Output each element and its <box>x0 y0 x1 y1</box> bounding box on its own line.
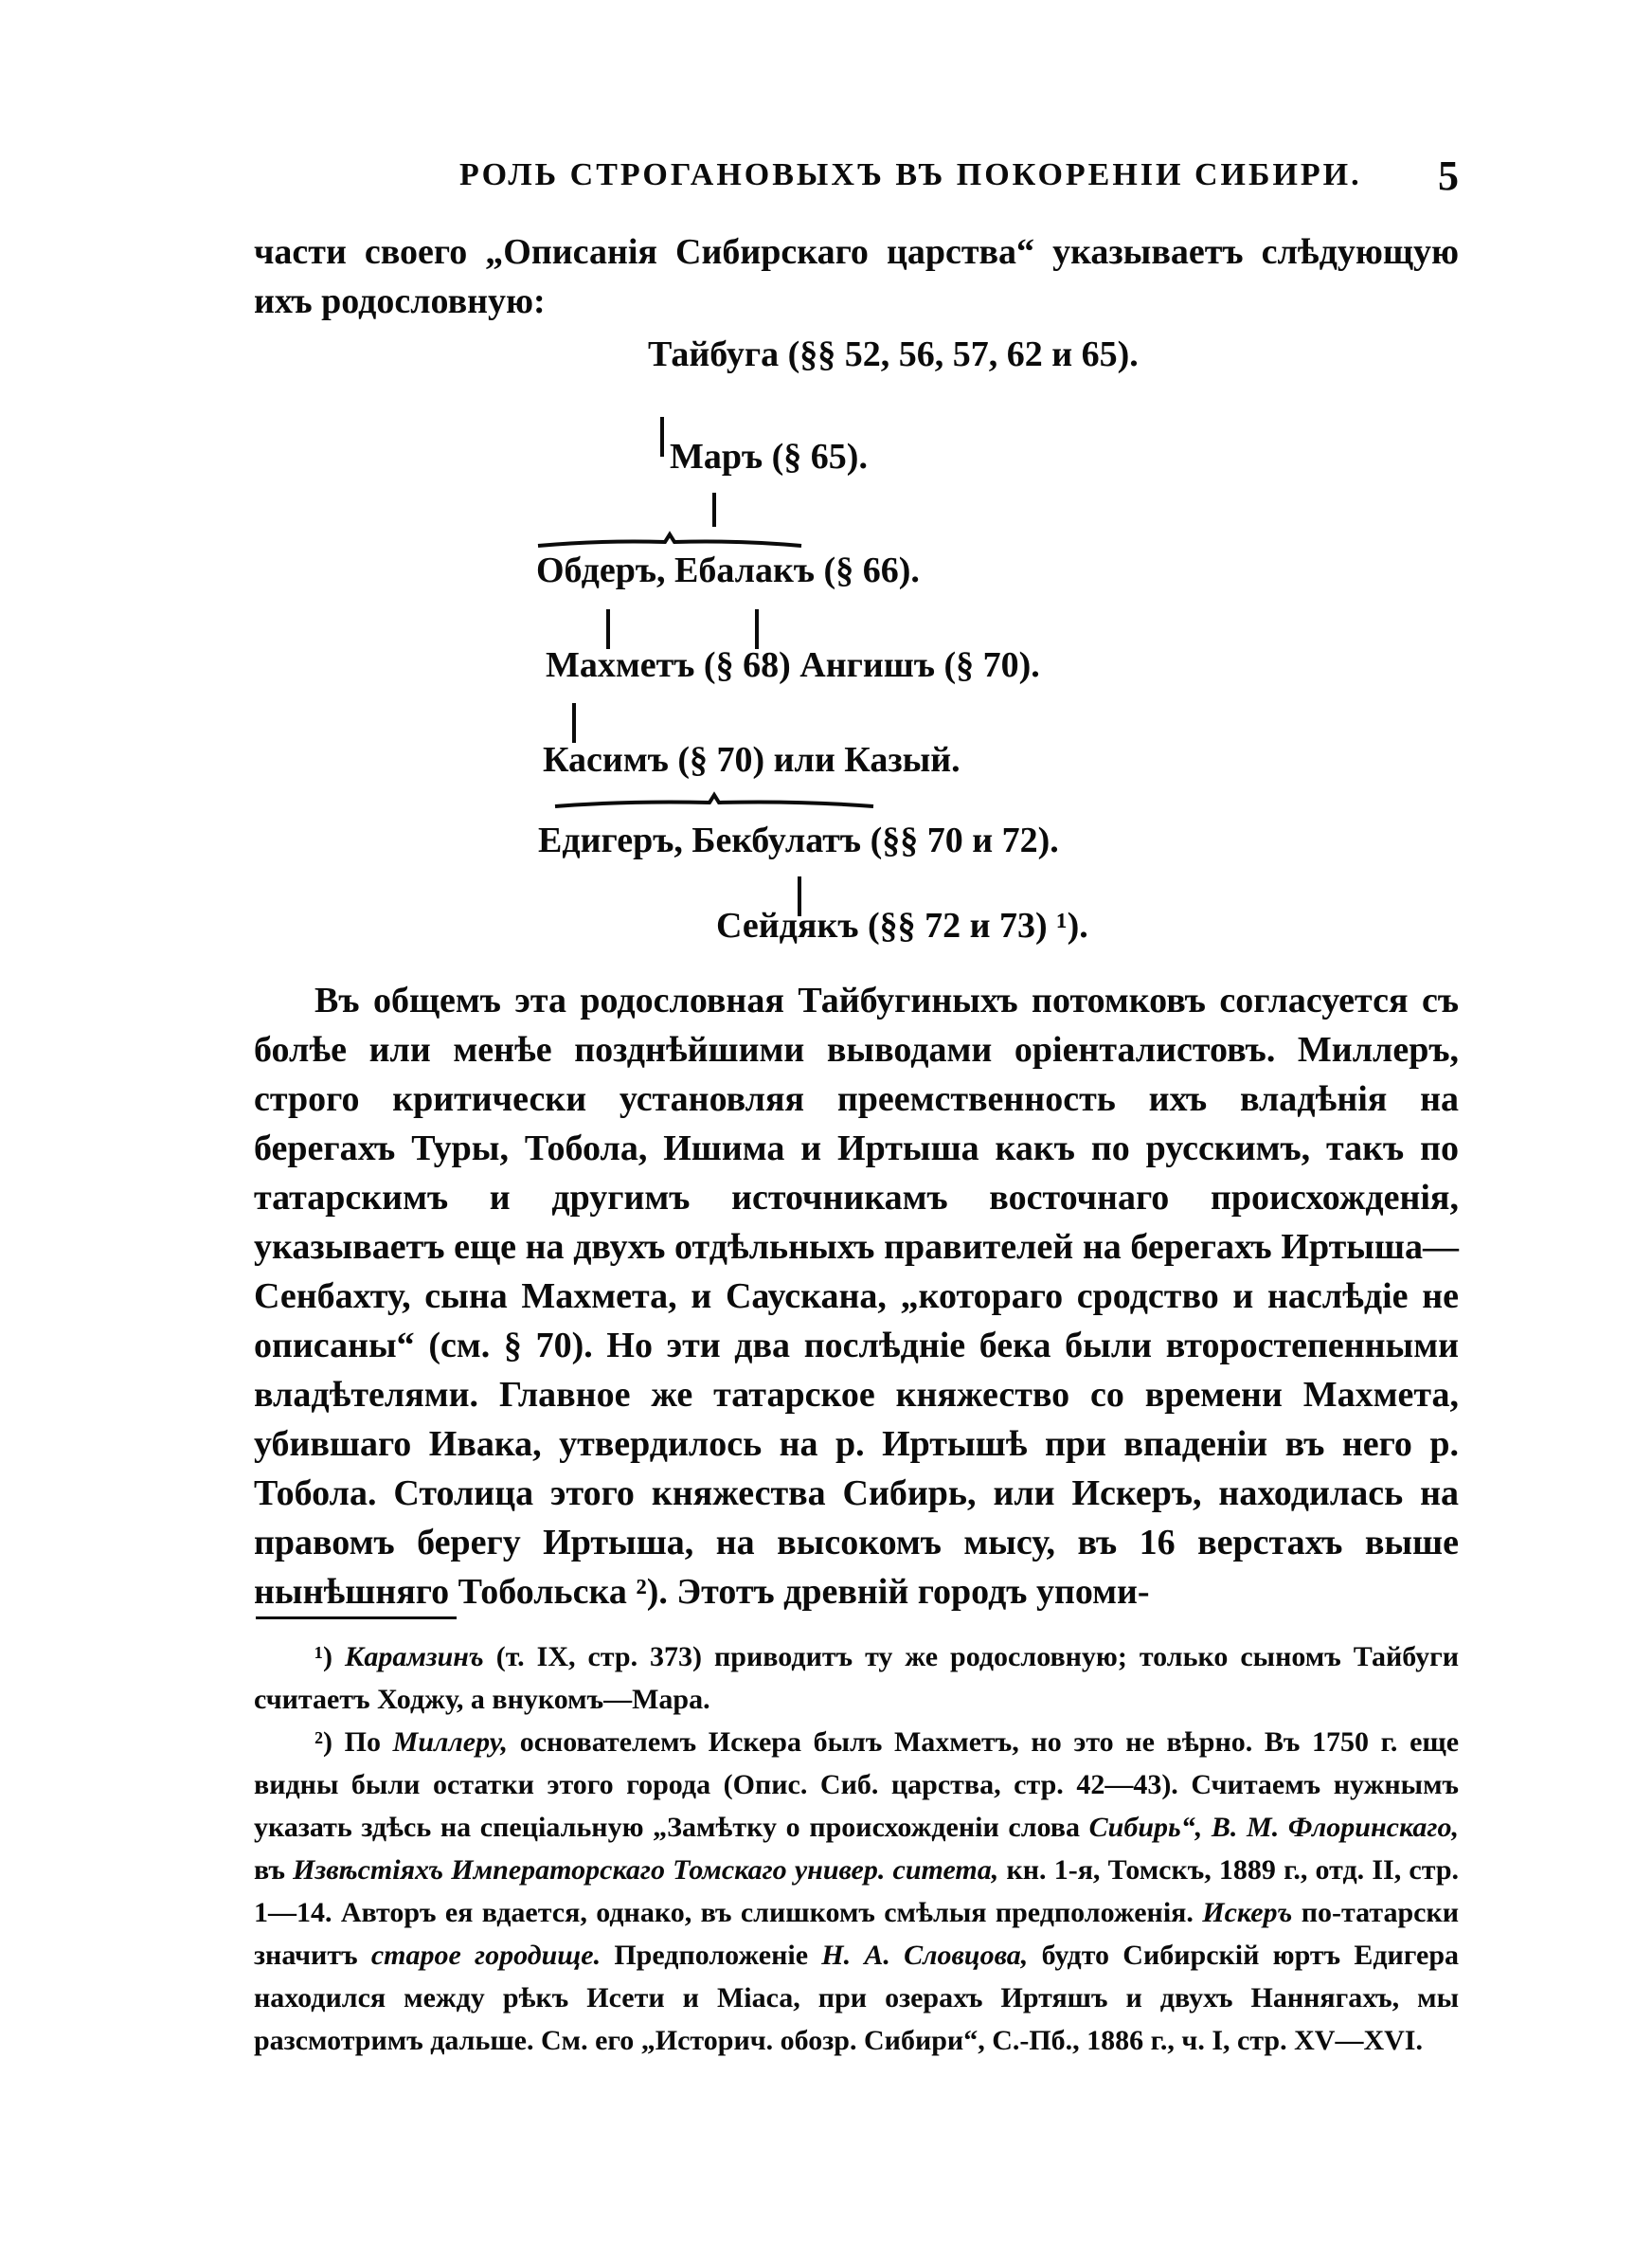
connector-mar-brace <box>712 493 716 527</box>
footnote-1-marker: ¹) <box>314 1641 332 1672</box>
footnote-2-italic-4: старое городище. <box>370 1940 602 1971</box>
intro-text: части своего „Описанія Сибирскаго царства“ указываетъ слѣдующую ихъ родословную: <box>254 232 1459 321</box>
footnote-2-part-1: По <box>344 1726 381 1758</box>
footnote-2 <box>254 1721 1459 2062</box>
page-number: 5 <box>1438 153 1459 199</box>
footnote-2-part-2: основателемъ Искера былъ Махметъ, но это не вѣрно. Въ 1750 г. еще видны были остатки этого города (Опис. Сиб. царства, стр. 42—43). Считаемъ нужнымъ указать здѣсь на спеціальную „Замѣтку о происхожденіи слова <box>254 1726 1460 1843</box>
connector-taibuga-mar <box>660 417 664 457</box>
node-seidyak: Сейдякъ (§§ 72 и 73) ¹). <box>716 906 1088 946</box>
footnote-2-italic-3: Искеръ <box>1202 1897 1293 1928</box>
connector-makhmet-kasim <box>572 703 576 743</box>
footnote-2-author: Миллеру, <box>392 1726 509 1758</box>
footnote-2-part-3: въ <box>254 1854 285 1886</box>
node-obder-ebalak: Обдеръ, Ебалакъ (§ 66). <box>536 551 920 590</box>
footnote-2-part-4: кн. 1-я, Томскъ, 1889 г., отд. II, стр. 1—14. Авторъ ея вдается, однако, въ слишкомъ смѣлыя предположенія. <box>254 1854 1460 1928</box>
node-taibuga: Тайбуга (§§ 52, 56, 57, 62 и 65). <box>648 334 1139 374</box>
node-ediger-bekbulat: Едигеръ, Бекбулатъ (§§ 70 и 72). <box>538 821 1059 860</box>
footnote-2-italic-5: Н. А. Словцова, <box>821 1940 1029 1971</box>
running-title: РОЛЬ СТРОГАНОВЫХЪ ВЪ ПОКОРЕНІИ СИБИРИ. <box>459 157 1362 192</box>
brace-kasim-sons <box>553 791 875 812</box>
genealogy-tree <box>0 0 1652 995</box>
node-kasim: Касимъ (§ 70) или Казый. <box>543 740 961 780</box>
footnote-2-part-6: Предположеніе <box>614 1940 809 1971</box>
main-paragraph: Въ общемъ эта родословная Тайбугиныхъ потомковъ согласуется съ болѣе или менѣе позднѣйшими выводами оріенталистовъ. Миллеръ, строго критически установляя преемственность ихъ владѣнія на берегахъ Туры, Тобола, Ишима и Иртыша какъ по русскимъ, такъ по татарскимъ и другимъ источникамъ восточнаго происхожденія, указываетъ еще на двухъ отдѣльныхъ правителей на берегахъ Иртыша— Сенбахту, сына Махмета, и Саускана, „котораго сродство и наслѣдіе не описаны“ (см. § 70). Но эти два послѣдніе бека были второстепенными владѣтелями. Главное же татарское княжество со времени Махмета, убившаго Ивака, утвердилось на р. Иртышѣ при впаденіи въ него р. Тобола. Столица этого княжества Сибирь, или Искеръ, находилась на правомъ берегу Иртыша, на высокомъ мысу, въ 16 верстахъ выше нынѣшняго Тобольска ²). Этотъ древній городъ упоми- <box>254 981 1459 1612</box>
footnote-1-author: Карамзинъ <box>344 1641 484 1672</box>
node-mar: Маръ (§ 65). <box>670 437 868 477</box>
footnote-2-part-5: по-татарски значитъ <box>254 1897 1460 1971</box>
footnote-2-italic-1: Сибирь“, В. М. Флоринскаго, <box>1088 1812 1459 1843</box>
connector-obder-makhmet <box>606 609 610 649</box>
footnote-2-marker: ²) <box>314 1726 332 1758</box>
footnote-rule <box>256 1616 457 1619</box>
footnote-1 <box>254 1635 1459 1721</box>
footnote-1-text: (т. IX, стр. 373) приводитъ ту же родословную; только сыномъ Тайбуги считаетъ Ходжу, а внукомъ—Мара. <box>254 1641 1460 1715</box>
brace-mar-sons <box>536 531 803 551</box>
footnotes <box>254 1635 1459 2062</box>
footnote-2-italic-2: Извѣстіяхъ Императорскаго Томскаго универ. ситета, <box>293 1854 999 1886</box>
footnote-2-part-7: будто Сибирскій юртъ Едигера находился между рѣкъ Исети и Міаса, при озерахъ Иртяшъ и двухъ Наннягахъ, мы разсмотримъ дальше. См. его „Историч. обозр. Сибири“, С.-Пб., 1886 г., ч. I, стр. XV—XVI. <box>254 1940 1460 2056</box>
node-makhmet-angish: Махметъ (§ 68) Ангишъ (§ 70). <box>546 645 1040 685</box>
connector-ebalak-angish <box>755 609 759 649</box>
